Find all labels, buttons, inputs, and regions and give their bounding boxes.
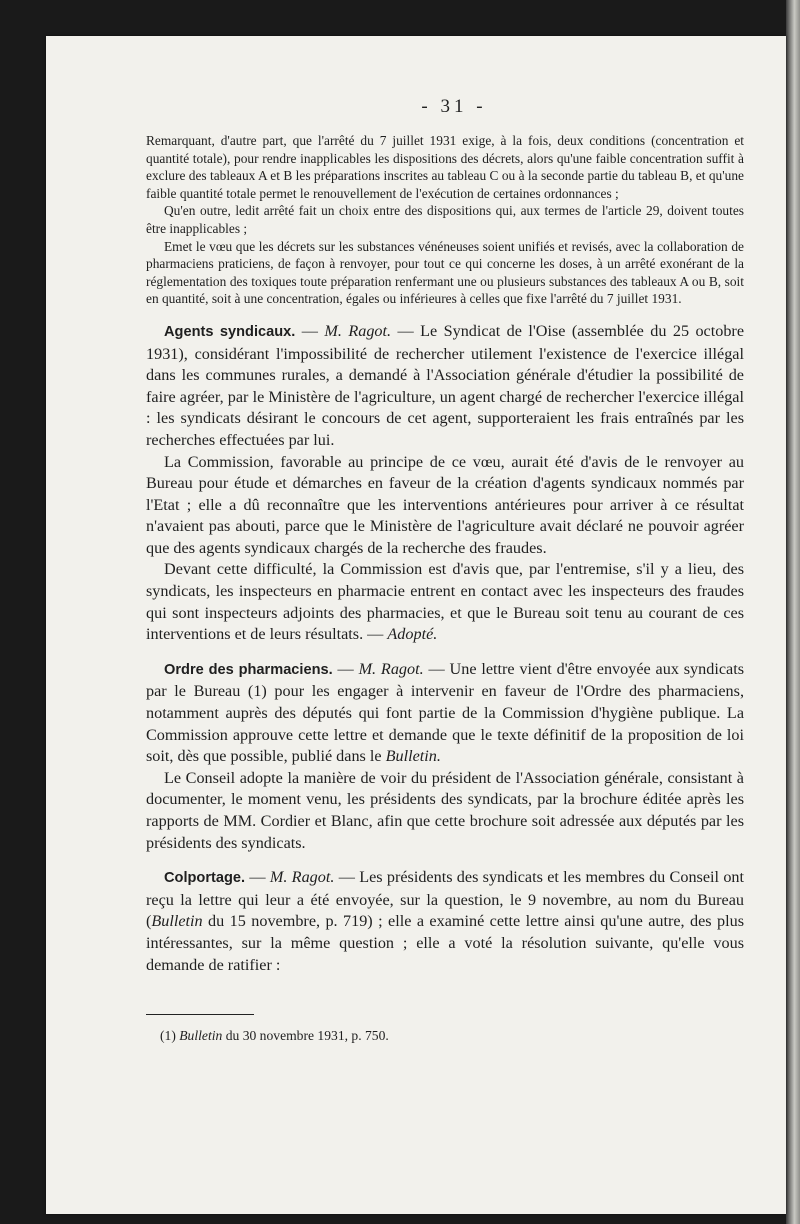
section-agents-syndicaux: [146, 321, 744, 646]
section-text: Devant cette difficulté, la Commission est d'avis que, par l'entremise, s'il y a lieu, des syndicats, les inspecteurs en pharmacie entrent en contact avec les inspecteurs des fraudes qui sont inspecteurs adjoints des pharmacies, et que le Bureau soit tenu au courant de ces interventions et de leurs résultats. —: [146, 560, 744, 644]
footnote-text: du 30 novembre 1931, p. 750.: [222, 1028, 389, 1043]
intro-paragraph-1: Remarquant, d'autre part, que l'arrêté du 7 juillet 1931 exige, à la fois, deux conditions (concentration et quantité totale), pour rendre inapplicables les dispositions des décrets, alors qu'une faible concentration suffit à exclure des tableaux A et B les préparations inscrites au tableau C ou à la seconde partie du tableau B, et qu'une faible quantité totale permet le renouvellement de l'exécution de certaines ordonnances ;: [146, 133, 744, 201]
adopted-label: Adopté.: [387, 625, 438, 644]
section-paragraph: La Commission, favorable au principe de ce vœu, aurait été d'avis de le renvoyer au Bureau pour étude et démarches en faveur de la création d'agents syndicaux nommés par l'Etat ; elle a dû reconnaître que les interventions antérieures pour arriver à ce résultat n'avaient pas abouti, parce que le Ministère de l'agriculture avait déclaré ne pouvoir agréer que des agents syndicaux chargés de la recherche des fraudes.: [146, 452, 744, 557]
intro-paragraph-2: Qu'en outre, ledit arrêté fait un choix entre des dispositions qui, aux termes de l'article 29, doivent toutes être inapplicables ;: [146, 203, 744, 236]
footnote-marker: (1): [160, 1028, 180, 1043]
footnote-rule: [146, 1014, 254, 1015]
footnote: [160, 1028, 389, 1044]
section-heading: Ordre des pharmaciens.: [164, 661, 333, 678]
section-text: Les présidents des syndicats et les membres du Conseil ont reçu la lettre qui leur a été envoyée, sur la question, le 9 novembre, au nom du Bureau (: [146, 868, 745, 931]
dash: —: [391, 321, 421, 340]
speaker-name: M. Ragot.: [358, 659, 424, 678]
dash: —: [423, 659, 450, 678]
section-heading: Agents syndicaux.: [164, 323, 296, 340]
dash: —: [245, 868, 270, 887]
section-paragraph: [146, 321, 744, 452]
bulletin-reference: Bulletin.: [385, 747, 441, 766]
dash: —: [332, 659, 359, 678]
section-paragraph: [146, 559, 744, 645]
section-text: Le Syndicat de l'Oise (assemblée du 25 octobre 1931), considérant l'impossibilité de rechercher utilement l'existence de l'exercice illégal dans les communes rurales, a demandé à l'Association générale d'étudier la possibilité de faire agréer, par le Ministère de l'agriculture, un agent chargé de rechercher l'exercice illégal : les syndicats désirant le concours de cet agent, supporteraient les frais entraînés par les recherches effectuées par lui.: [146, 321, 745, 449]
section-paragraph: [146, 659, 744, 768]
section-colportage: [146, 867, 744, 976]
dash: —: [295, 321, 325, 340]
document-page: [46, 36, 786, 1214]
speaker-name: M. Ragot.: [324, 321, 392, 340]
dash: —: [334, 868, 360, 887]
section-paragraph: [146, 867, 744, 976]
section-text: Une lettre vient d'être envoyée aux syndicats par le Bureau (1) pour les engager à intervenir en faveur de l'Ordre des pharmaciens, notamment auprès des députés qui font partie de la Commission d'hygiène publique. La Commission approuve cette lettre et demande que le texte définitif de la proposition de loi soit, dès que possible, publié dans le: [146, 659, 744, 766]
speaker-name: M. Ragot.: [269, 868, 335, 887]
page-edge: [786, 0, 800, 1224]
footnote-bulletin: Bulletin: [179, 1028, 223, 1043]
intro-paragraphs: [146, 132, 744, 308]
section-heading: Colportage.: [164, 870, 246, 887]
section-text: du 15 novembre, p. 719) ; elle a examiné cette lettre ainsi qu'une autre, des plus intéressantes, sur la même question ; elle a voté la résolution suivante, qu'elle vous demande de ratifier :: [146, 912, 744, 974]
section-paragraph: Le Conseil adopte la manière de voir du président de l'Association générale, consistant à documenter, le moment venu, les présidents des syndicats, par la brochure éditée après les rapports de MM. Cordier et Blanc, afin que cette brochure soit adressée aux députés par les présidents des syndicats.: [146, 768, 744, 852]
section-ordre-des-pharmaciens: [146, 659, 744, 854]
bulletin-reference: Bulletin: [151, 912, 203, 931]
page-content: [146, 132, 744, 989]
intro-paragraph-3: Emet le vœu que les décrets sur les substances vénéneuses soient unifiés et revisés, avec la collaboration de pharmaciens praticiens, de façon à renvoyer, pour tout ce qui concerne les doses, à un arrêté exonérant de la réglementation des toxiques toute préparation renfermant une ou plusieurs substances des tableaux A ou B, soit en quantité, soit à une concentration, égales ou inférieures à celles que fixe l'arrêté du 7 juillet 1931.: [146, 238, 744, 307]
page-number: - 31 -: [421, 96, 487, 117]
